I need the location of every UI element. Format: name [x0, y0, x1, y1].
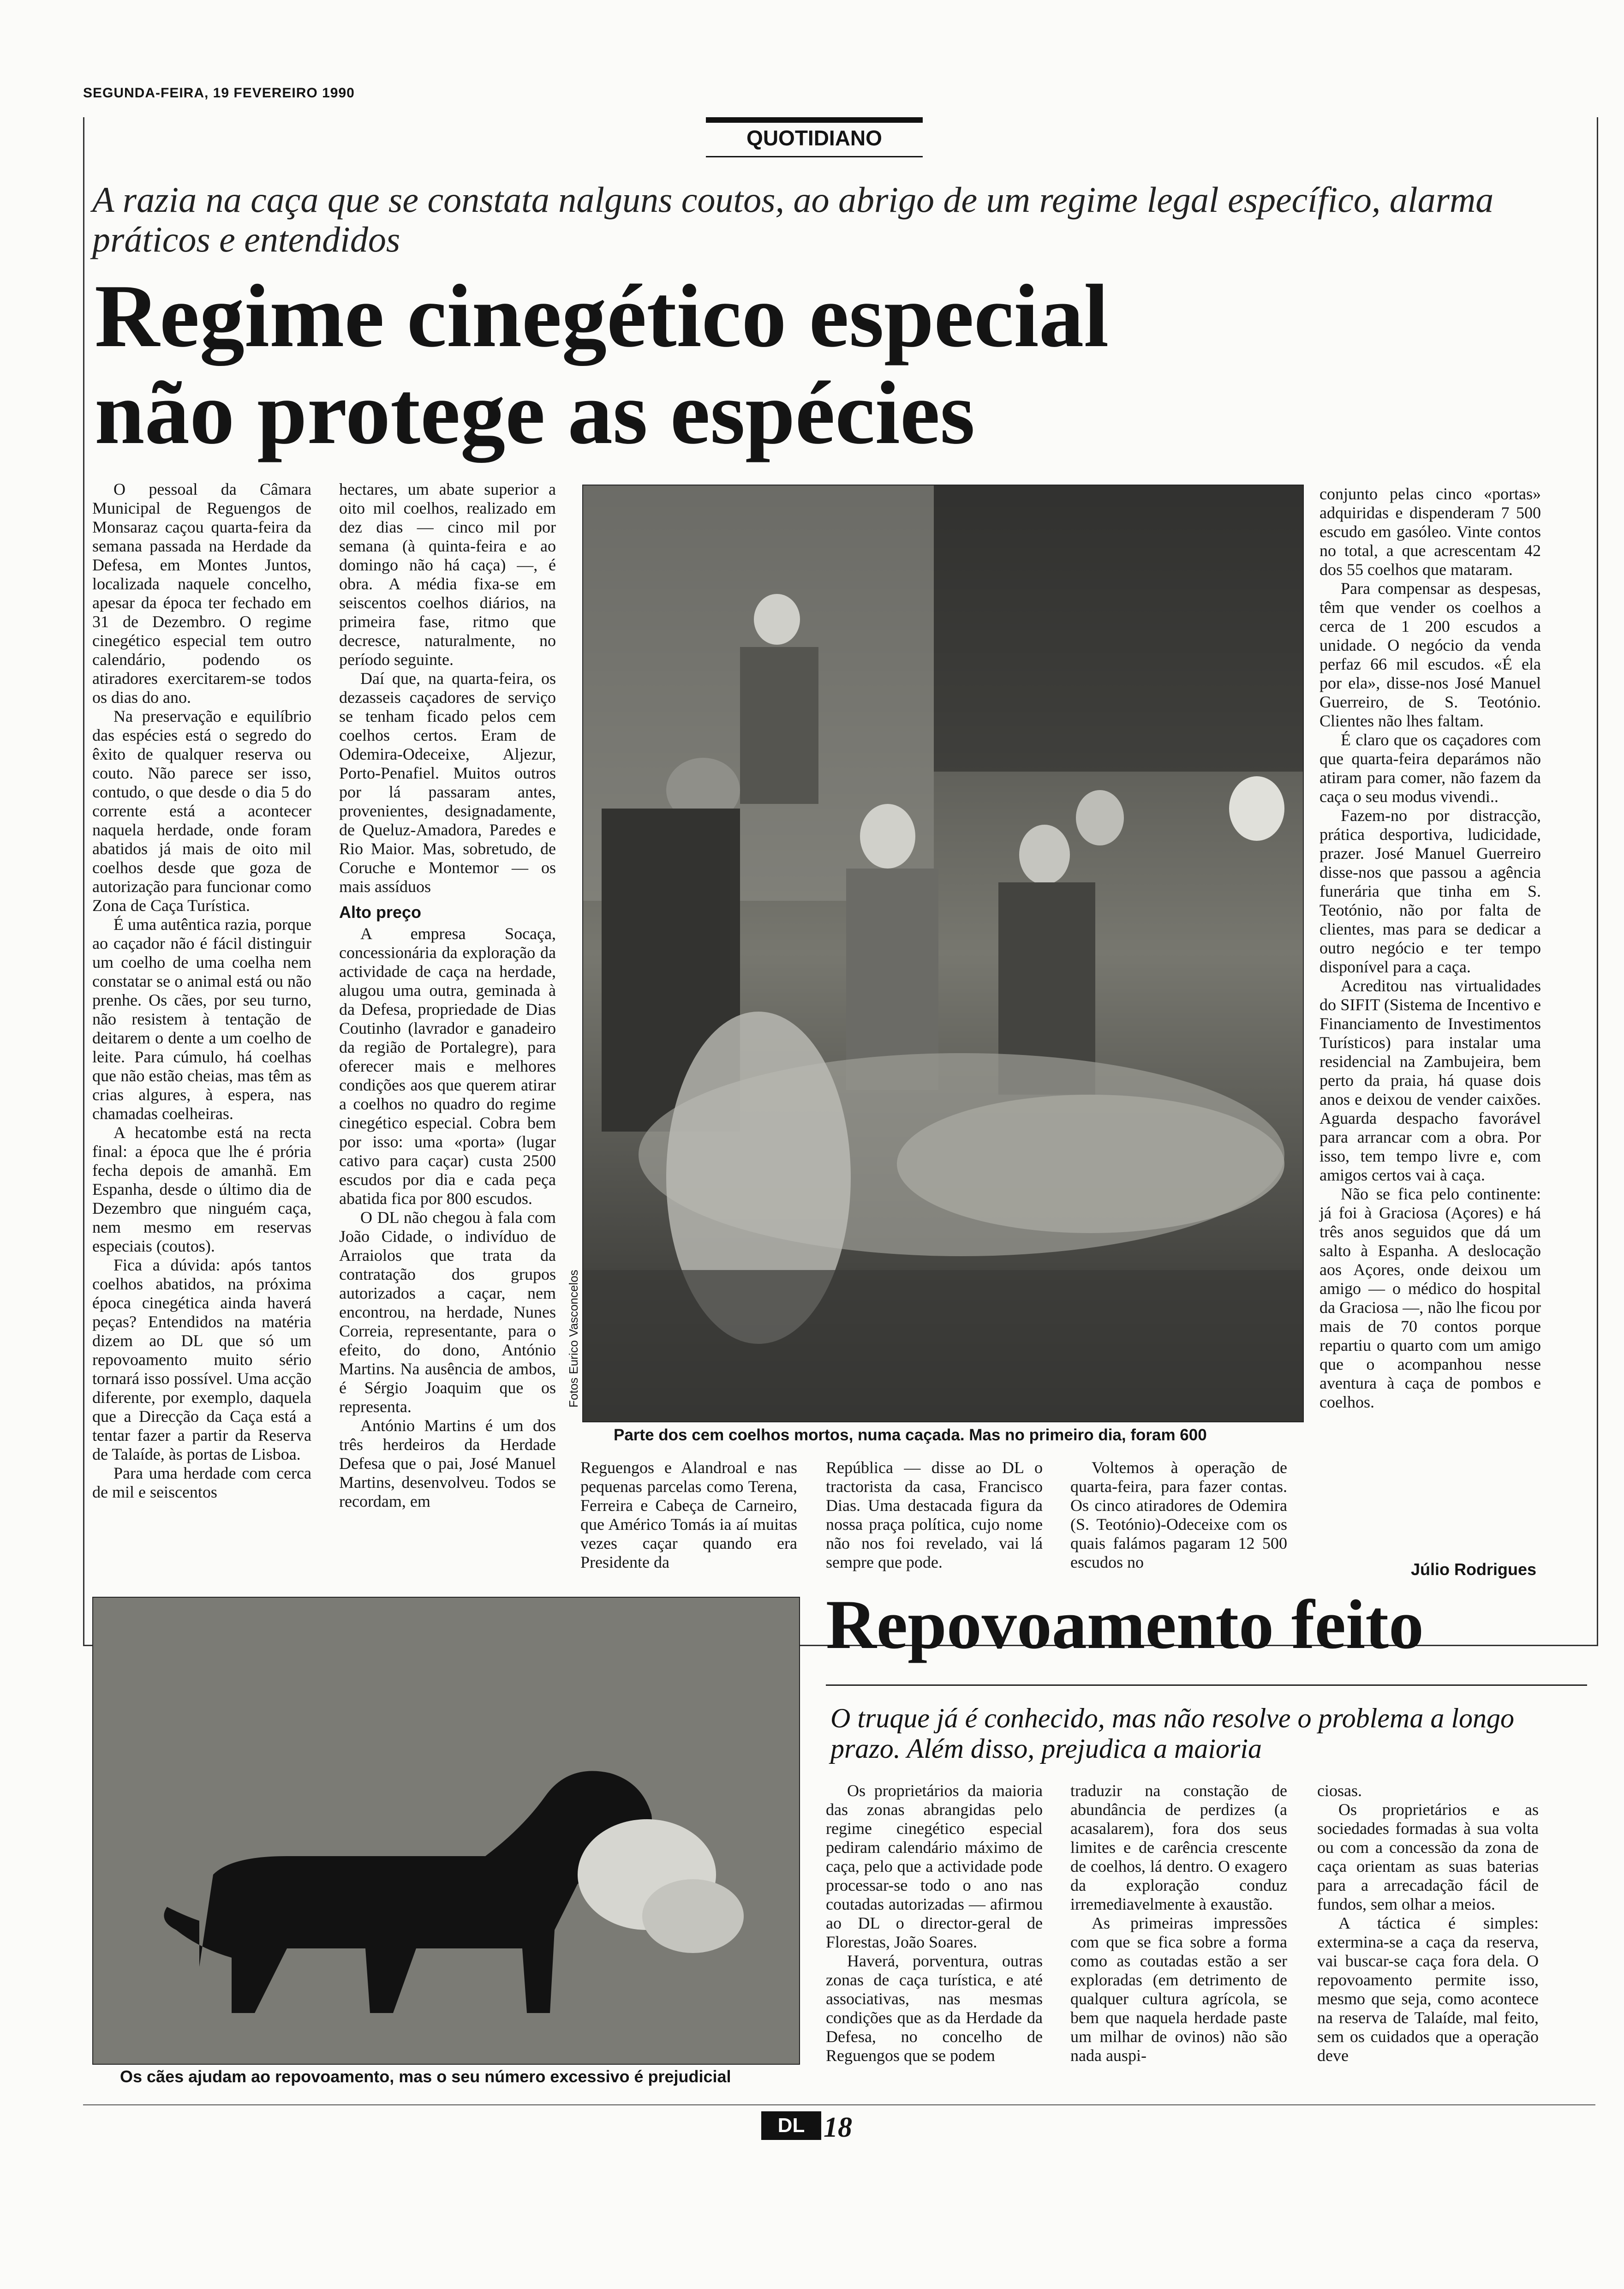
paragraph: Fica a dúvida: após tantos coelhos abatidos, na próxima época cinegética ainda haverá peças? Entendidos na matéria dizem ao DL que só um repovoamento muito sério tornará isso possível. Uma acção diferente, por exemplo, daquela que a Direcção da Caça está a tentar fazer a partir da Reserva de Talaíde, às portas de Lisboa.: [92, 1256, 311, 1463]
paragraph: Fazem-no por distracção, prática desportiva, ludicidade, prazer. José Manuel Guerreiro disse-nos que passou a agência funerária que tinha em S. Teotónio, não por falta de clientes, mas para se dedicar a outro negócio e ter tempo disponível para a caça.: [1320, 806, 1541, 976]
paragraph: As primeiras impressões com que se fica sobre a forma como as coutadas estão a ser exploradas (em detrimento de qualquer cultura agrícola, se bem que naquela herdade paste um milhar de ovinos) não são nada auspi-: [1070, 1914, 1287, 2065]
main-column-4: [826, 1458, 1043, 1572]
main-column-2: [339, 480, 556, 1511]
paragraph: Voltemos à operação de quarta-feira, para fazer contas. Os cinco atiradores de Odemira (S. Teotónio)-Odeceixe com os quais falámos pagaram 12 500 escudos no: [1070, 1458, 1287, 1571]
paragraph: Os proprietários da maioria das zonas abrangidas pelo regime cinegético especial pediram calendário máximo de caça, pelo que a actividade pode processar-se todo o ano nas coutadas autorizadas — afirmou ao DL o director-geral de Florestas, João Soares.: [826, 1781, 1043, 1951]
paragraph: traduzir na constação de abundância de perdizes (a acasalarem), fora dos seus limites e de carência crescente de coelhos, lá dentro. O exagero da exploração conduz irremediavelmente à exaustão.: [1070, 1781, 1287, 1913]
main-kicker: A razia na caça que se constata nalguns coutos, ao abrigo de um regime legal específico, alarma práticos e entendidos: [92, 180, 1494, 259]
paragraph: A táctica é simples: extermina-se a caça da reserva, vai buscar-se caça fora dela. O repovoamento permite isso, mesmo que seja, como acontece na reserva de Talaíde, mal feito, sem os cuidados que a operação deve: [1317, 1914, 1539, 2065]
main-photo-caption: Parte dos cem coelhos mortos, numa caçada. Mas no primeiro dia, foram 600: [614, 1426, 1207, 1444]
paragraph: A empresa Socaça, concessionária da exploração da actividade de caça na herdade, alugou uma outra, geminada à da Defesa, propriedade de Dias Coutinho (lavrador e ganadeiro da região de Portalegre), para oferecer mais e melhores condições aos que querem atirar a coelhos no quadro do regime cinegético especial. Cobra bem por isso: uma «porta» (lugar cativo para caçar) custa 2500 escudos por dia e cada peça abatida fica por 800 escudos.: [339, 924, 556, 1208]
paragraph: Acreditou nas virtualidades do SIFIT (Sistema de Incentivo e Financiamento de Investimentos Turísticos) para instalar uma residencial na Zambujeira, bem perto da praia, há quase dois anos e deixou de vender caixões. Aguarda despacho favorável para arrancar com a obra. Por isso, tem tempo livre e, com amigos certos vai à caça.: [1320, 977, 1541, 1184]
paragraph: O pessoal da Câmara Municipal de Reguengos de Monsaraz caçou quarta-feira da semana passada na Herdade da Defesa, em Montes Juntos, localizada naquele concelho, apesar da época ter fechado em 31 de Dezembro. O regime cinegético especial tem outro calendário, podendo os atiradores exercitarem-se todos os dias do ano.: [92, 480, 311, 707]
paragraph: Os proprietários e as sociedades formadas à sua volta ou com a concessão da zona de caça orientam as suas baterias para a arrecadação fácil de fundos, sem olhar a meios.: [1317, 1800, 1539, 1913]
hunters-photo-art: [583, 485, 1303, 1421]
main-column-1: [92, 480, 311, 1502]
paragraph: hectares, um abate superior a oito mil coelhos, realizado em dez dias — cinco mil por semana (à quinta-feira e ao domingo não há caça) —, é obra. A média fixa-se em seiscentos coelhos diários, na primeira fase, ritmo que decresce, naturalmente, no período seguinte.: [339, 480, 556, 669]
headline-line-1: Regime cinegético especial: [95, 266, 1109, 366]
paragraph: O DL não chegou à fala com João Cidade, o indivíduo de Arraiolos que trata da contratação dos grupos autorizados a caçar, nem encontrou, na herdade, Nunes Correia, representante, para o efeito, do dono, António Martins. Na ausência de ambos, é Sérgio Joaquim que os representa.: [339, 1208, 556, 1416]
page-number: 18: [824, 2112, 852, 2143]
paragraph: Haverá, porventura, outras zonas de caça turística, e até associativas, nas mesmas condições que as da Herdade da Defesa, no concelho de Reguengos que se podem: [826, 1952, 1043, 2065]
paragraph: Para compensar as despesas, têm que vender os coelhos a cerca de 1 200 escudos a unidade. O negócio da venda perfaz 66 mil escudos. «É ela por ela», disse-nos José Manuel Guerreiro, de S. Teotónio. Clientes não lhes faltam.: [1320, 579, 1541, 730]
section-label: QUOTIDIANO: [746, 126, 882, 150]
main-column-6: [1320, 485, 1541, 1412]
dl-logo: DL: [761, 2111, 821, 2140]
dog-photo-art: [93, 1598, 799, 2064]
byline: Júlio Rodrigues: [1410, 1560, 1536, 1579]
paragraph: Para uma herdade com cerca de mil e seiscentos: [92, 1464, 311, 1501]
second-kicker: O truque já é conhecido, mas não resolve o problema a longo prazo. Além disso, prejudica a maioria: [830, 1703, 1514, 1764]
paragraph: conjunto pelas cinco «portas» adquiridas e dispenderam 7 500 escudo em gasóleo. Vinte contos no total, a que acrescentam 42 dos 55 coelhos que mataram.: [1320, 485, 1541, 579]
footer-rule: [83, 2104, 1595, 2105]
main-column-3: [580, 1458, 797, 1572]
main-headline: [95, 268, 1340, 461]
dog-photo-caption: Os cães ajudam ao repovoamento, mas o seu número excessivo é prejudicial: [120, 2067, 731, 2086]
hunters-photo: [582, 485, 1304, 1422]
paragraph: É uma autêntica razia, porque ao caçador não é fácil distinguir um coelho de uma coelha nem constatar se o animal está ou não prenhe. Os cães, por seu turno, não resistem à tentação de deitarem o dente a um coelho de leite. Para cúmulo, há coelhas que não estão cheias, mas têm as crias algures, à espera, nas chamadas coelheiras.: [92, 915, 311, 1123]
second-column-3: [1317, 1781, 1539, 2065]
paragraph: António Martins é um dos três herdeiros da Herdade Defesa que o pai, José Manuel Martins, desenvolveu. Todos se recordam, em: [339, 1416, 556, 1510]
paragraph: É claro que os caçadores com que quarta-feira deparámos não atiram para comer, não fazem da caça o seu modus vivendi..: [1320, 731, 1541, 806]
paragraph: República — disse ao DL o tractorista da casa, Francisco Dias. Uma destacada figura da nossa praça política, cujo nome não nos foi revelado, vai lá sempre que pode.: [826, 1458, 1043, 1571]
paragraph: Na preservação e equilíbrio das espécies está o segredo do êxito de qualquer reserva ou couto. Não parece ser isso, contudo, o que desde o dia 5 do corrente está a acontecer naquela herdade, onde foram abatidos já mais de oito mil coelhos desde que goza de autorização para funcionar como Zona de Caça Turística.: [92, 707, 311, 915]
paragraph: Reguengos e Alandroal e nas pequenas parcelas como Terena, Ferreira e Cabeça de Carneiro, que Américo Tomás ia aí muitas vezes caçar quando era Presidente da: [580, 1458, 797, 1571]
dog-photo: [92, 1597, 800, 2065]
subhead: Alto preço: [339, 903, 422, 922]
second-column-1: [826, 1781, 1043, 2065]
second-headline: Repovoamento feito: [826, 1586, 1424, 1663]
dateline: SEGUNDA-FEIRA, 19 FEVEREIRO 1990: [83, 85, 355, 101]
photo-credit: Fotos Eurico Vasconcelos: [567, 1270, 580, 1408]
paragraph: Daí que, na quarta-feira, os dezasseis caçadores de serviço se tenham ficado pelos cem coelhos certos. Eram de Odemira-Odeceixe, Aljezur, Porto-Penafiel. Muitos outros por lá passaram antes, provenientes, designadamente, de Queluz-Amadora, Paredes e Rio Maior. Mas, sobretudo, de Coruche e Montemor — os mais assíduos: [339, 669, 556, 896]
main-column-5: [1070, 1458, 1287, 1572]
paragraph: A hecatombe está na recta final: a época que lhe é prória fecha depois de amanhã. Em Espanha, desde o último dia de Dezembro que ninguém caça, nem mesmo em reservas especiais (coutos).: [92, 1123, 311, 1255]
headline-line-2: não protege as espécies: [95, 363, 975, 463]
paragraph: ciosas.: [1317, 1781, 1362, 1800]
paragraph: Não se fica pelo continente: já foi à Graciosa (Açores) e há três anos seguidos que dá um salto à Espanha. A deslocação aos Açores, onde deixou um amigo — o médico do hospital da Graciosa —, não lhe ficou por mais de 70 contos porque repartiu o quarto com um amigo que o acompanhou nesse aventura à caça de pombos e coelhos.: [1320, 1185, 1541, 1411]
second-column-2: [1070, 1781, 1287, 2065]
second-rule: [826, 1684, 1587, 1686]
